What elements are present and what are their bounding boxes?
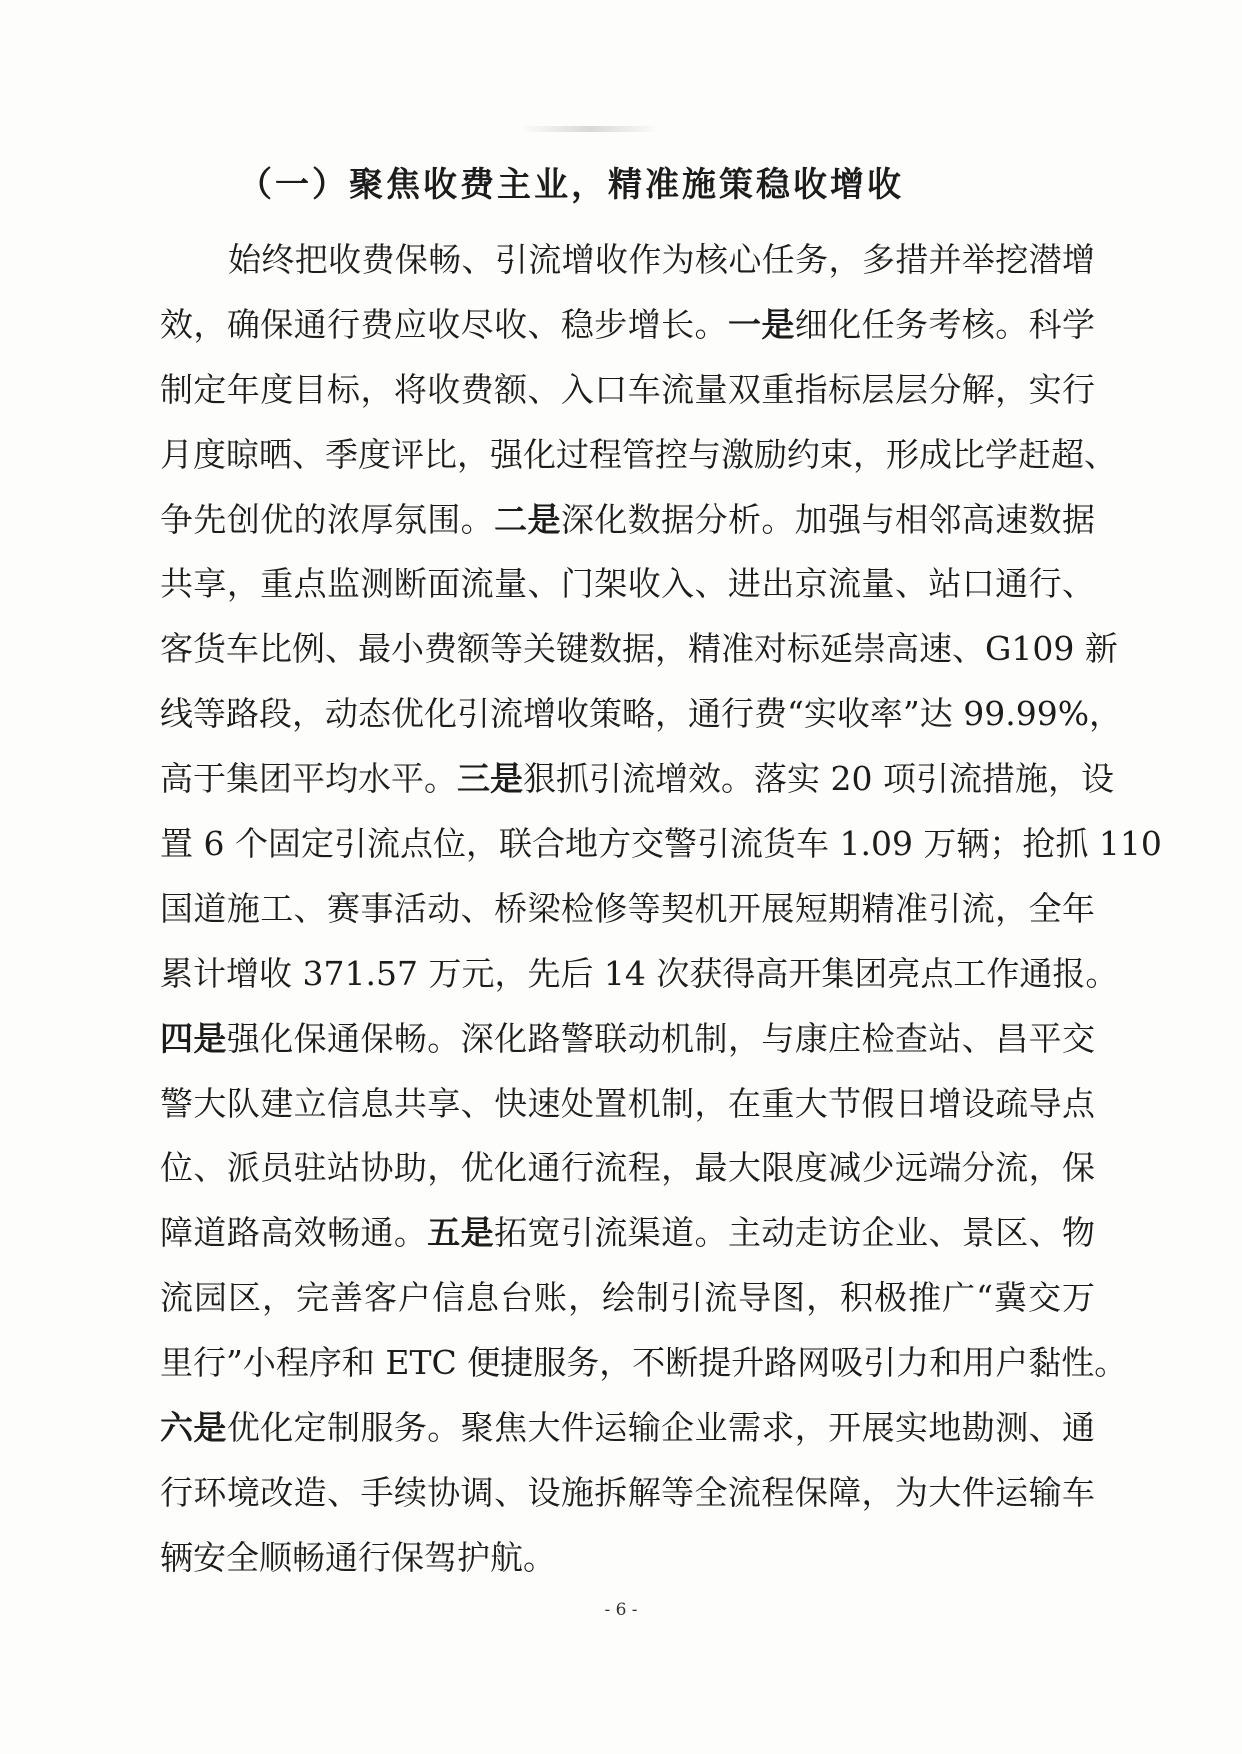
line-text: 月度晾晒、季度评比，强化过程管控与激励约束，形成比学赶超、 <box>160 434 1117 474</box>
scan-smudge <box>520 126 660 132</box>
line-text: 高于集团平均水平。 <box>160 759 457 799</box>
line-text: 细化任务考核。科学 <box>794 304 1096 344</box>
text-line <box>160 812 1162 877</box>
text-line <box>160 552 1095 617</box>
text-line <box>160 1201 1095 1266</box>
text-line <box>160 942 1119 1007</box>
line-text: 始终把收费保畅、引流增收作为核心任务，多措并举挖潜增 <box>228 240 1095 279</box>
line-text: 拓宽引流渠道。主动走访企业、景区、物 <box>494 1213 1096 1253</box>
bold-keyword: 三是 <box>457 759 523 799</box>
line-text: 争先创优的浓厚氛围。 <box>160 499 495 539</box>
body-paragraph <box>160 228 1162 1591</box>
line-text: 客货车比例、最小费额等关键数据，精准对标延崇高速、G109 新 <box>160 629 1118 669</box>
text-line <box>160 682 1123 747</box>
line-text: 流园区，完善客户信息台账，绘制引流导图，积极推广“冀交万 <box>160 1278 1095 1318</box>
text-line <box>160 1396 1095 1461</box>
bold-keyword: 六是 <box>160 1408 227 1448</box>
line-text: 共享，重点监测断面流量、门架收入、进出京流量、站口通行、 <box>160 564 1095 604</box>
text-line <box>160 1331 1128 1396</box>
line-text: 里行”小程序和 ETC 便捷服务，不断提升路网吸引力和用户黏性。 <box>160 1343 1128 1383</box>
line-text: 累计增收 371.57 万元，先后 14 次获得高开集团亮点工作通报。 <box>160 953 1119 993</box>
line-text: 辆安全顺畅通行保驾护航。 <box>160 1537 556 1577</box>
text-line <box>160 488 1095 553</box>
text-line <box>160 1007 1095 1072</box>
line-text: 优化定制服务。聚焦大件运输企业需求，开展实地勘测、通 <box>226 1408 1096 1448</box>
text-line <box>160 747 1114 812</box>
text-line <box>160 1136 1095 1201</box>
line-text: 置 6 个固定引流点位，联合地方交警引流货车 1.09 万辆；抢抓 110 <box>160 824 1162 864</box>
section-heading: （一）聚焦收费主业，精准施策稳收增收 <box>238 165 904 205</box>
line-text: 警大队建立信息共享、快速处置机制，在重大节假日增设疏导点 <box>160 1083 1095 1123</box>
text-line <box>160 617 1118 682</box>
line-text: 制定年度目标，将收费额、入口车流量双重指标层层分解，实行 <box>160 369 1095 409</box>
text-line <box>160 877 1095 942</box>
text-line <box>160 1461 1095 1526</box>
bold-keyword: 一是 <box>727 304 795 344</box>
line-text: 障道路高效畅通。 <box>160 1213 428 1253</box>
text-line <box>160 1072 1095 1137</box>
line-text: 位、派员驻站协助，优化通行流程，最大限度减少远端分流，保 <box>160 1148 1095 1188</box>
text-line <box>160 293 1095 358</box>
bold-keyword: 二是 <box>494 499 561 539</box>
bold-keyword: 四是 <box>160 1018 227 1058</box>
page-number: - 6 - <box>604 1600 638 1620</box>
line-text: 深化数据分析。加强与相邻高速数据 <box>560 499 1096 539</box>
line-text: 狠抓引流增效。落实 20 项引流措施，设 <box>523 759 1114 799</box>
text-line <box>160 1526 1095 1591</box>
text-line <box>160 358 1095 423</box>
line-text: 行环境改造、手续协调、设施拆解等全流程保障，为大件运输车 <box>160 1472 1095 1512</box>
line-text: 线等路段，动态优化引流增收策略，通行费“实收率”达 99.99%， <box>160 694 1123 734</box>
line-text: 强化保通保畅。深化路警联动机制，与康庄检查站、昌平交 <box>226 1018 1096 1058</box>
bold-keyword: 五是 <box>427 1213 495 1253</box>
text-line <box>160 228 1095 293</box>
line-text: 效，确保通行费应收尽收、稳步增长。 <box>160 304 728 344</box>
line-text: 国道施工、赛事活动、桥梁检修等契机开展短期精准引流，全年 <box>160 888 1095 928</box>
text-line <box>160 423 1117 488</box>
text-line <box>160 1266 1095 1331</box>
